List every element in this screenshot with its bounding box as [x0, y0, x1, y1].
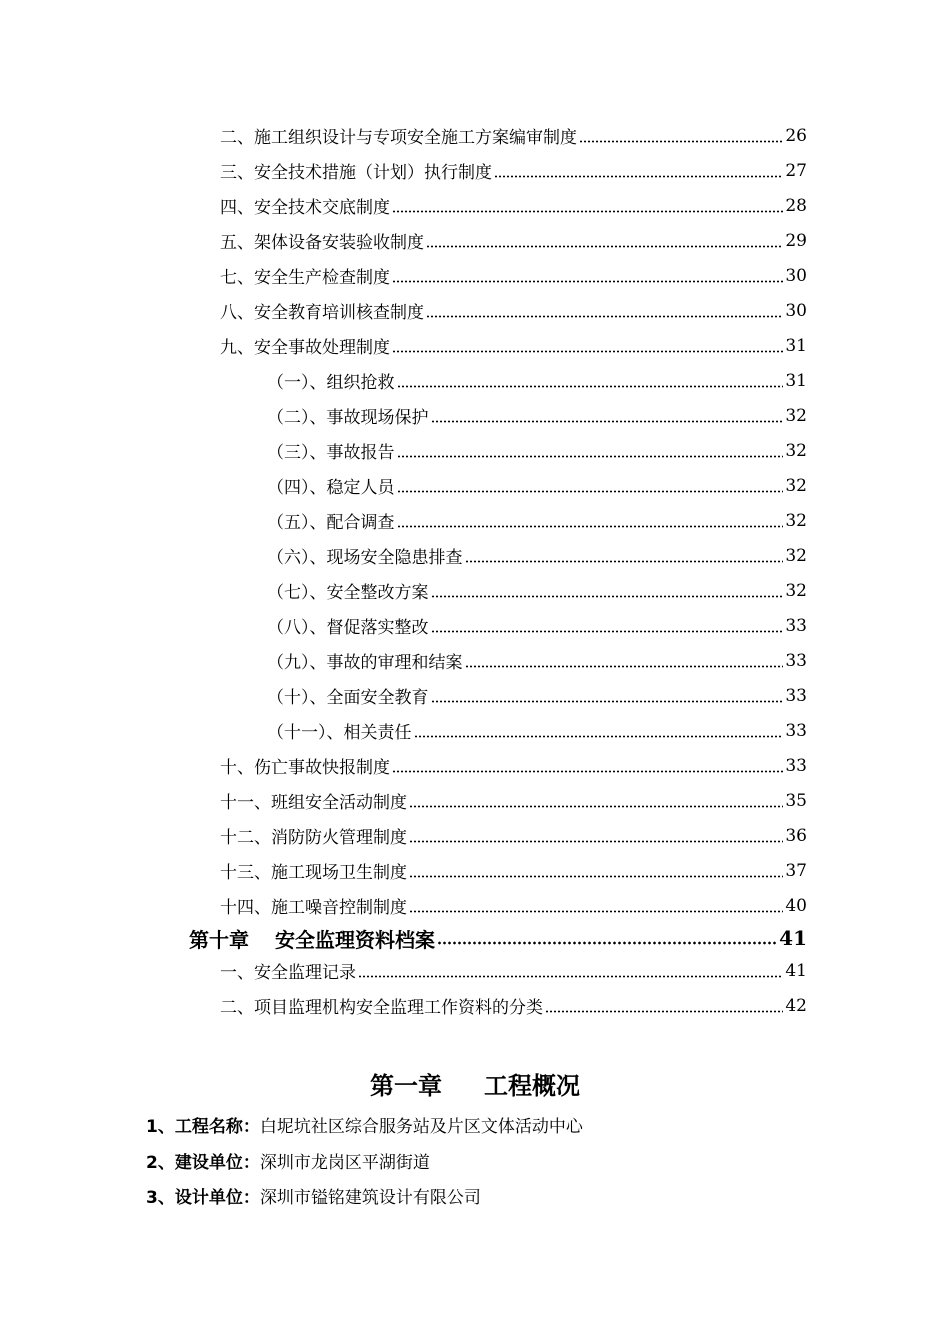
- toc-subentry[interactable]: [0, 608, 807, 643]
- info-value: 深圳市龙岗区平湖街道: [259, 1153, 430, 1173]
- toc-entry-page: 37: [785, 860, 807, 881]
- toc-subentry[interactable]: [0, 643, 807, 678]
- project-name-line: [146, 1112, 583, 1137]
- info-key: 2、建设单位：: [146, 1153, 260, 1173]
- toc-entry[interactable]: [0, 853, 807, 888]
- toc-subentry[interactable]: [0, 363, 807, 398]
- toc-leader-dots: [465, 560, 784, 563]
- toc-entry-page: 33: [785, 650, 807, 671]
- toc-entry[interactable]: [0, 258, 807, 293]
- toc-entry-page: 32: [785, 580, 807, 601]
- toc-entry-label: （四）、稳定人员: [267, 478, 395, 498]
- client-line: [146, 1148, 430, 1173]
- toc-leader-dots: [392, 210, 783, 213]
- toc-entry[interactable]: [0, 783, 807, 818]
- toc-leader-dots: [431, 420, 784, 423]
- toc-subentry[interactable]: [0, 468, 807, 503]
- toc-entry[interactable]: [0, 988, 807, 1023]
- toc-entry-label: 十四、施工噪音控制制度: [220, 898, 407, 918]
- toc-entry-label: （二）、事故现场保护: [267, 408, 429, 428]
- toc-entry[interactable]: [0, 328, 807, 363]
- toc-entry-page: 27: [785, 160, 807, 181]
- toc-subentry[interactable]: [0, 538, 807, 573]
- toc-entry-page: 33: [785, 720, 807, 741]
- toc-entry-label: 二、施工组织设计与专项安全施工方案编审制度: [220, 128, 577, 148]
- toc-leader-dots: [392, 770, 783, 773]
- toc-entry-label: 十三、施工现场卫生制度: [220, 863, 407, 883]
- toc-entry-page: 30: [785, 300, 807, 321]
- toc-leader-dots: [358, 975, 783, 978]
- toc-subentry[interactable]: [0, 398, 807, 433]
- toc-entry-label: 九、安全事故处理制度: [220, 338, 390, 358]
- toc-entry-page: 28: [785, 195, 807, 216]
- toc-entry-label: 二、项目监理机构安全监理工作资料的分类: [220, 998, 543, 1018]
- toc-entry[interactable]: [0, 953, 807, 988]
- toc-entry-label: （六）、现场安全隐患排查: [267, 548, 463, 568]
- toc-leader-dots: [431, 700, 784, 703]
- toc-entry-page: 32: [785, 510, 807, 531]
- toc-leader-dots: [437, 941, 777, 945]
- toc-entry-page: 31: [785, 370, 807, 391]
- toc-entry-page: 33: [785, 755, 807, 776]
- toc-entry-label: （一）、组织抢救: [267, 373, 395, 393]
- toc-entry-label: 三、安全技术措施（计划）执行制度: [220, 163, 492, 183]
- toc-entry[interactable]: [0, 153, 807, 188]
- toc-subentry[interactable]: [0, 433, 807, 468]
- toc-entry-page: 32: [785, 475, 807, 496]
- toc-leader-dots: [397, 455, 784, 458]
- toc-leader-dots: [397, 525, 784, 528]
- toc-entry-label: （七）、安全整改方案: [267, 583, 429, 603]
- table-of-contents: [0, 118, 950, 1023]
- toc-entry-label: 一、安全监理记录: [220, 963, 356, 983]
- toc-entry-page: 42: [785, 995, 807, 1016]
- toc-subentry[interactable]: [0, 573, 807, 608]
- toc-leader-dots: [545, 1010, 783, 1013]
- toc-leader-dots: [392, 350, 783, 353]
- toc-entry-page: 29: [785, 230, 807, 251]
- toc-leader-dots: [465, 665, 784, 668]
- info-value: 深圳市镒铭建筑设计有限公司: [259, 1188, 481, 1208]
- toc-entry[interactable]: [0, 748, 807, 783]
- toc-entry-page: 41: [785, 960, 807, 981]
- toc-entry[interactable]: [0, 223, 807, 258]
- toc-entry-page: 33: [785, 685, 807, 706]
- toc-chapter-entry[interactable]: [0, 923, 807, 953]
- toc-entry-page: 26: [785, 125, 807, 146]
- toc-entry-label: （五）、配合调查: [267, 513, 395, 533]
- toc-subentry[interactable]: [0, 713, 807, 748]
- toc-entry-label: （九）、事故的审理和结案: [267, 653, 463, 673]
- toc-entry[interactable]: [0, 118, 807, 153]
- toc-entry-label: （八）、督促落实整改: [267, 618, 429, 638]
- toc-leader-dots: [409, 840, 783, 843]
- toc-entry-label: （十）、全面安全教育: [267, 688, 429, 708]
- toc-entry-label: 十一、班组安全活动制度: [220, 793, 407, 813]
- chapter-heading: [0, 1066, 950, 1101]
- toc-leader-dots: [414, 735, 784, 738]
- toc-entry-label: 十、伤亡事故快报制度: [220, 758, 390, 778]
- toc-entry-page: 32: [785, 545, 807, 566]
- toc-leader-dots: [431, 595, 784, 598]
- toc-leader-dots: [409, 875, 783, 878]
- toc-leader-dots: [426, 315, 783, 318]
- toc-entry[interactable]: [0, 293, 807, 328]
- chapter-number: 第一章: [370, 1072, 442, 1100]
- toc-entry-page: 31: [785, 335, 807, 356]
- toc-leader-dots: [409, 910, 783, 913]
- toc-leader-dots: [397, 385, 784, 388]
- info-value: 白坭坑社区综合服务站及片区文体活动中心: [259, 1117, 583, 1137]
- toc-leader-dots: [579, 140, 783, 143]
- toc-entry-page: 40: [785, 895, 807, 916]
- toc-entry[interactable]: [0, 888, 807, 923]
- toc-chapter-title: 安全监理资料档案: [275, 927, 435, 952]
- toc-entry-page: 32: [785, 440, 807, 461]
- info-key: 3、设计单位：: [146, 1188, 260, 1208]
- chapter-title: 工程概况: [484, 1072, 580, 1100]
- toc-entry-label: （十一）、相关责任: [267, 723, 412, 743]
- designer-line: [146, 1183, 481, 1208]
- toc-entry-label: （三）、事故报告: [267, 443, 395, 463]
- toc-entry-page: 35: [785, 790, 807, 811]
- toc-leader-dots: [409, 805, 783, 808]
- toc-entry-page: 41: [779, 926, 807, 950]
- toc-entry-page: 32: [785, 405, 807, 426]
- toc-entry-page: 30: [785, 265, 807, 286]
- toc-entry-label: 八、安全教育培训核查制度: [220, 303, 424, 323]
- toc-chapter-number: 第十章: [189, 927, 249, 952]
- toc-leader-dots: [397, 490, 784, 493]
- toc-entry-label: 七、安全生产检查制度: [220, 268, 390, 288]
- toc-leader-dots: [392, 280, 783, 283]
- toc-leader-dots: [426, 245, 783, 248]
- toc-entry[interactable]: [0, 188, 807, 223]
- toc-subentry[interactable]: [0, 678, 807, 713]
- toc-entry[interactable]: [0, 818, 807, 853]
- toc-entry-page: 36: [785, 825, 807, 846]
- toc-subentry[interactable]: [0, 503, 807, 538]
- toc-entry-page: 33: [785, 615, 807, 636]
- toc-entry-label: 四、安全技术交底制度: [220, 198, 390, 218]
- info-key: 1、工程名称：: [146, 1117, 260, 1137]
- toc-entry-label: 五、架体设备安装验收制度: [220, 233, 424, 253]
- toc-leader-dots: [431, 630, 784, 633]
- toc-entry-label: 十二、消防防火管理制度: [220, 828, 407, 848]
- toc-leader-dots: [494, 175, 783, 178]
